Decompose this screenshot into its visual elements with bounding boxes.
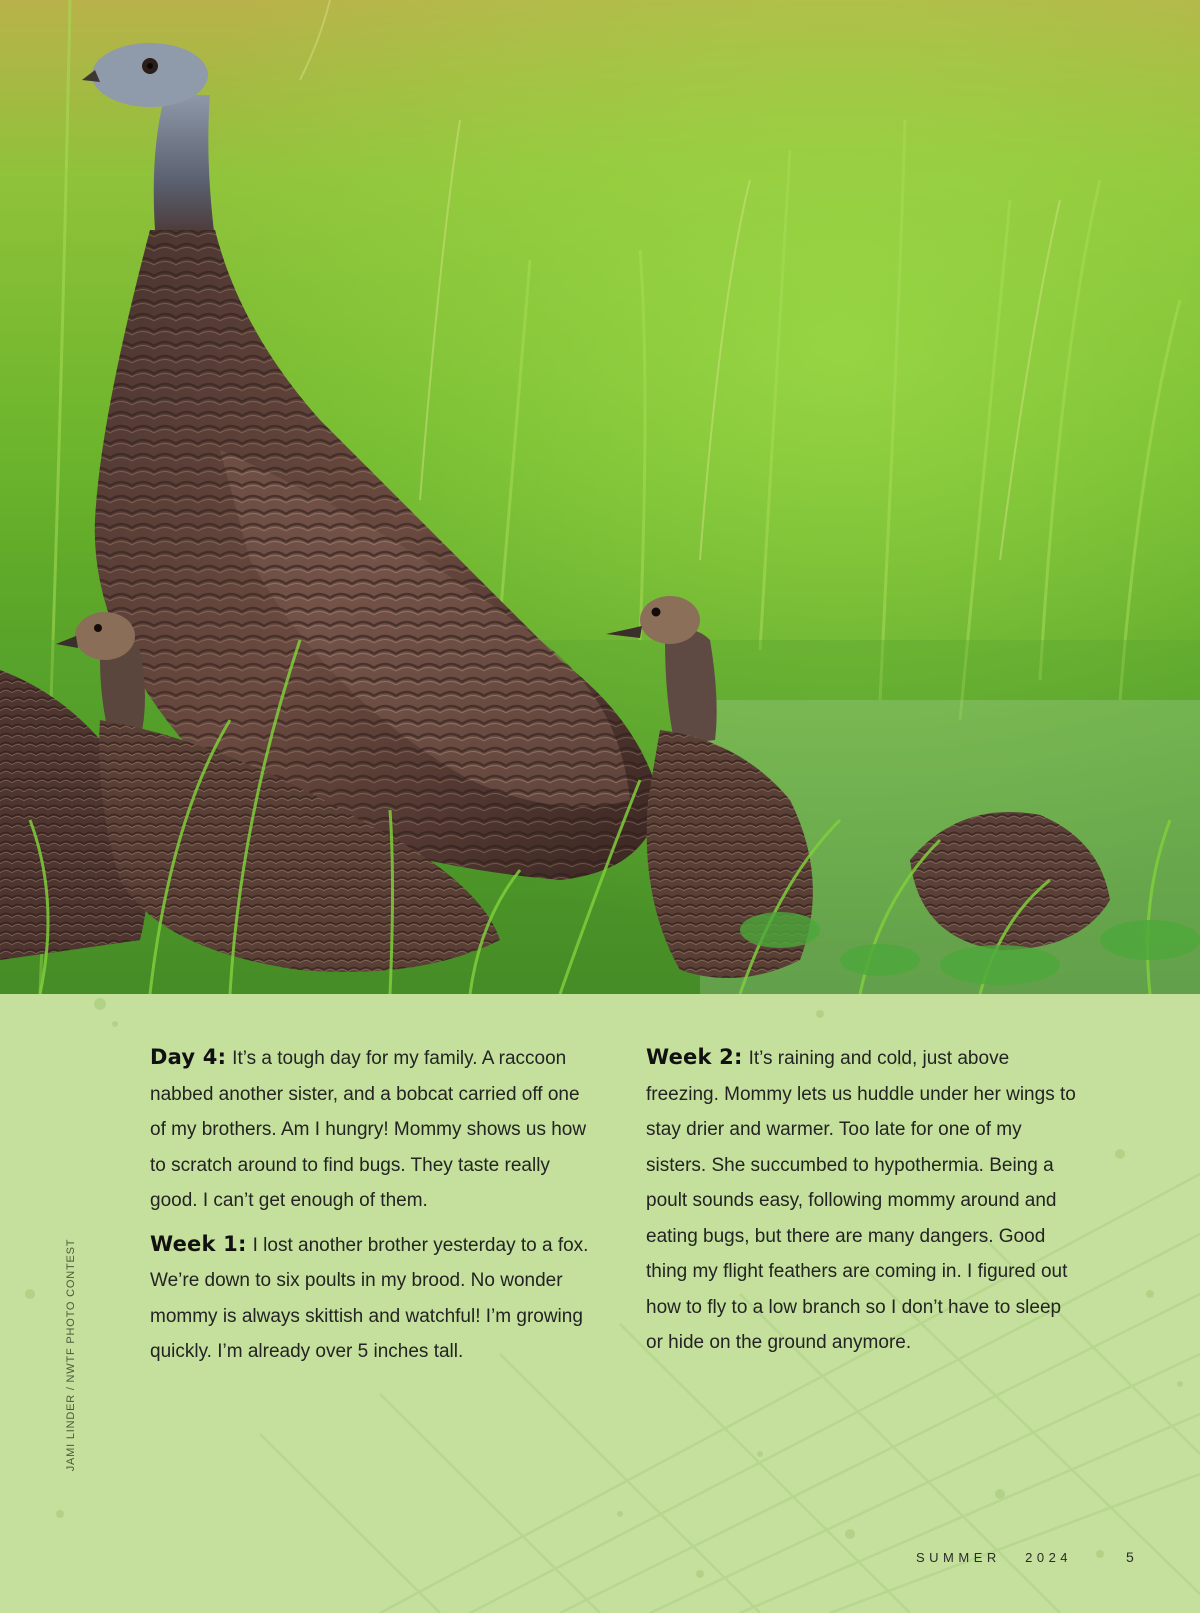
photo-credit: JAMI LINDER / NWTF PHOTO CONTEST [65, 1238, 77, 1472]
right-column [646, 1040, 1076, 1369]
journal-entry-week-2 [646, 1040, 1076, 1361]
entry-body: I lost another brother yesterday to a fox. We’re down to six poults in my brood. No wonder mommy is always skittish and watchful! I’m growing quickly. I’m already over 5 inches tall. [150, 1234, 589, 1362]
entry-heading: Day 4: [150, 1045, 227, 1069]
entry-body: It’s raining and cold, just above freezing. Mommy lets us huddle under her wings to stay drier and warmer. Too late for one of my sisters. She succumbed to hypothermia. Being a poult sounds easy, following mommy around and eating bugs, but there are many dangers. Good thing my flight feathers are coming in. I figured out how to fly to a low branch so I don’t have to sleep or hide on the ground anymore. [646, 1048, 1076, 1353]
entry-heading: Week 1: [150, 1231, 247, 1256]
entry-body: It’s a tough day for my family. A raccoon nabbed another sister, and a bobcat carried off one of my brothers. Am I hungry! Mommy shows us how to scratch around to find bugs. They taste really good. I can’t get enough of them. [150, 1048, 587, 1211]
page-number: 5 [1126, 1549, 1134, 1565]
journal-entry-week-1 [150, 1227, 600, 1370]
left-column [150, 1040, 600, 1378]
journal-entry-day-4 [150, 1040, 600, 1219]
entry-heading: Week 2: [646, 1045, 743, 1069]
issue-season: SUMMER 2024 [916, 1550, 1073, 1565]
